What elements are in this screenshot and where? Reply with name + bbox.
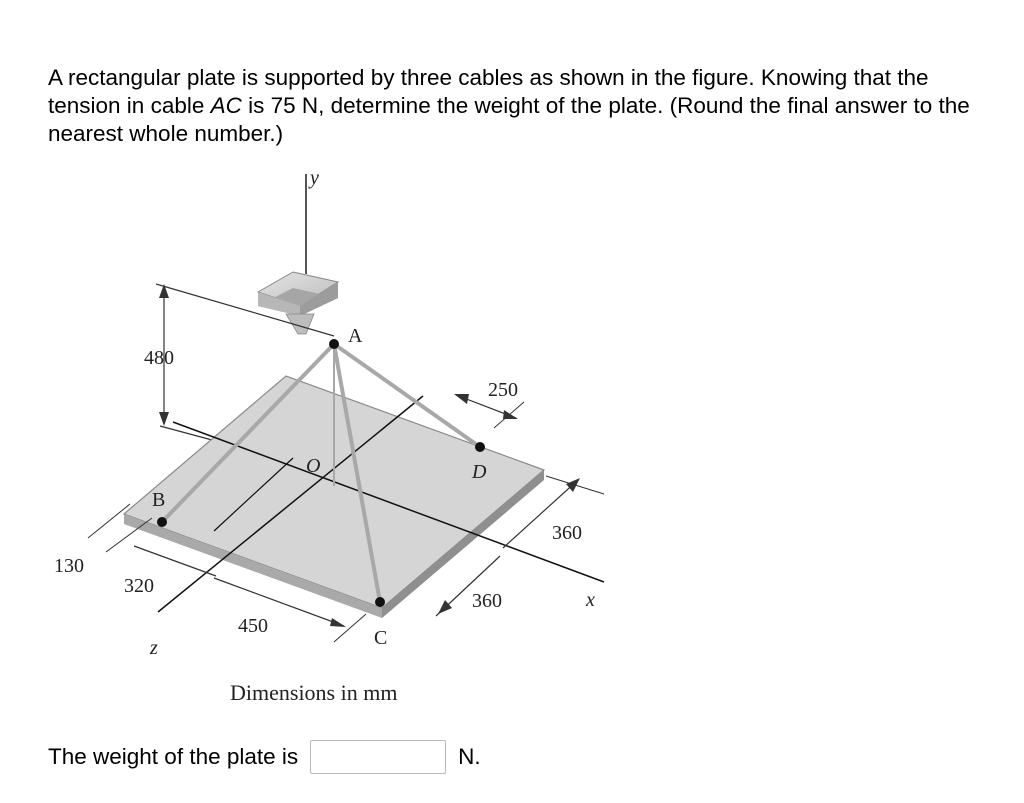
dim-360-right-label: 360 xyxy=(552,522,582,544)
point-b-label: B xyxy=(152,489,166,511)
dim-450-label: 450 xyxy=(238,615,268,637)
support-block xyxy=(258,272,338,334)
question-part2: is 75 N, determine the weight of the plate. (Round the final answer to the nearest whole number.) xyxy=(48,93,970,146)
question-part1: A rectangular plate is supported by three cables as shown in the figure. Knowing that the tension in cable xyxy=(48,65,929,118)
arrow-480-up xyxy=(159,284,169,298)
arrow-480-down xyxy=(159,412,169,426)
answer-prefix: The weight of the plate is xyxy=(48,744,299,769)
question-text xyxy=(48,64,988,148)
answer-unit: N. xyxy=(458,744,481,769)
dim-line-130-a xyxy=(88,504,130,538)
point-o-label: O xyxy=(306,455,321,477)
point-c-dot xyxy=(375,597,385,607)
point-a-label: A xyxy=(348,325,363,347)
plate-figure xyxy=(48,164,648,724)
point-d-dot xyxy=(475,442,485,452)
dim-line-360-right-tick xyxy=(546,476,604,494)
arrow-360-front-end xyxy=(438,600,452,614)
cable-label: AC xyxy=(210,93,242,118)
point-c-label: C xyxy=(374,627,388,649)
arrow-250-left xyxy=(454,394,469,404)
axis-x-label: x xyxy=(586,589,595,611)
point-d-label: D xyxy=(472,461,487,483)
dim-line-450-tick xyxy=(334,614,366,642)
answer-row xyxy=(48,738,481,776)
axis-z-label: z xyxy=(150,637,158,659)
dim-320-label: 320 xyxy=(124,575,154,597)
dim-360-front-label: 360 xyxy=(472,590,502,612)
point-b-dot xyxy=(157,517,167,527)
dim-line-250-tick xyxy=(494,402,524,428)
dim-250-label: 250 xyxy=(488,379,518,401)
weight-answer-input[interactable] xyxy=(310,740,446,774)
dim-480-label: 480 xyxy=(144,347,174,369)
dim-130-label: 130 xyxy=(54,555,84,577)
arrow-450-end xyxy=(330,618,346,627)
figure-caption: Dimensions in mm xyxy=(230,680,398,705)
axis-y-label: y xyxy=(310,167,319,189)
point-a-dot xyxy=(329,339,339,349)
plate-diagram xyxy=(48,164,648,724)
arrow-360-right-end xyxy=(566,478,580,492)
